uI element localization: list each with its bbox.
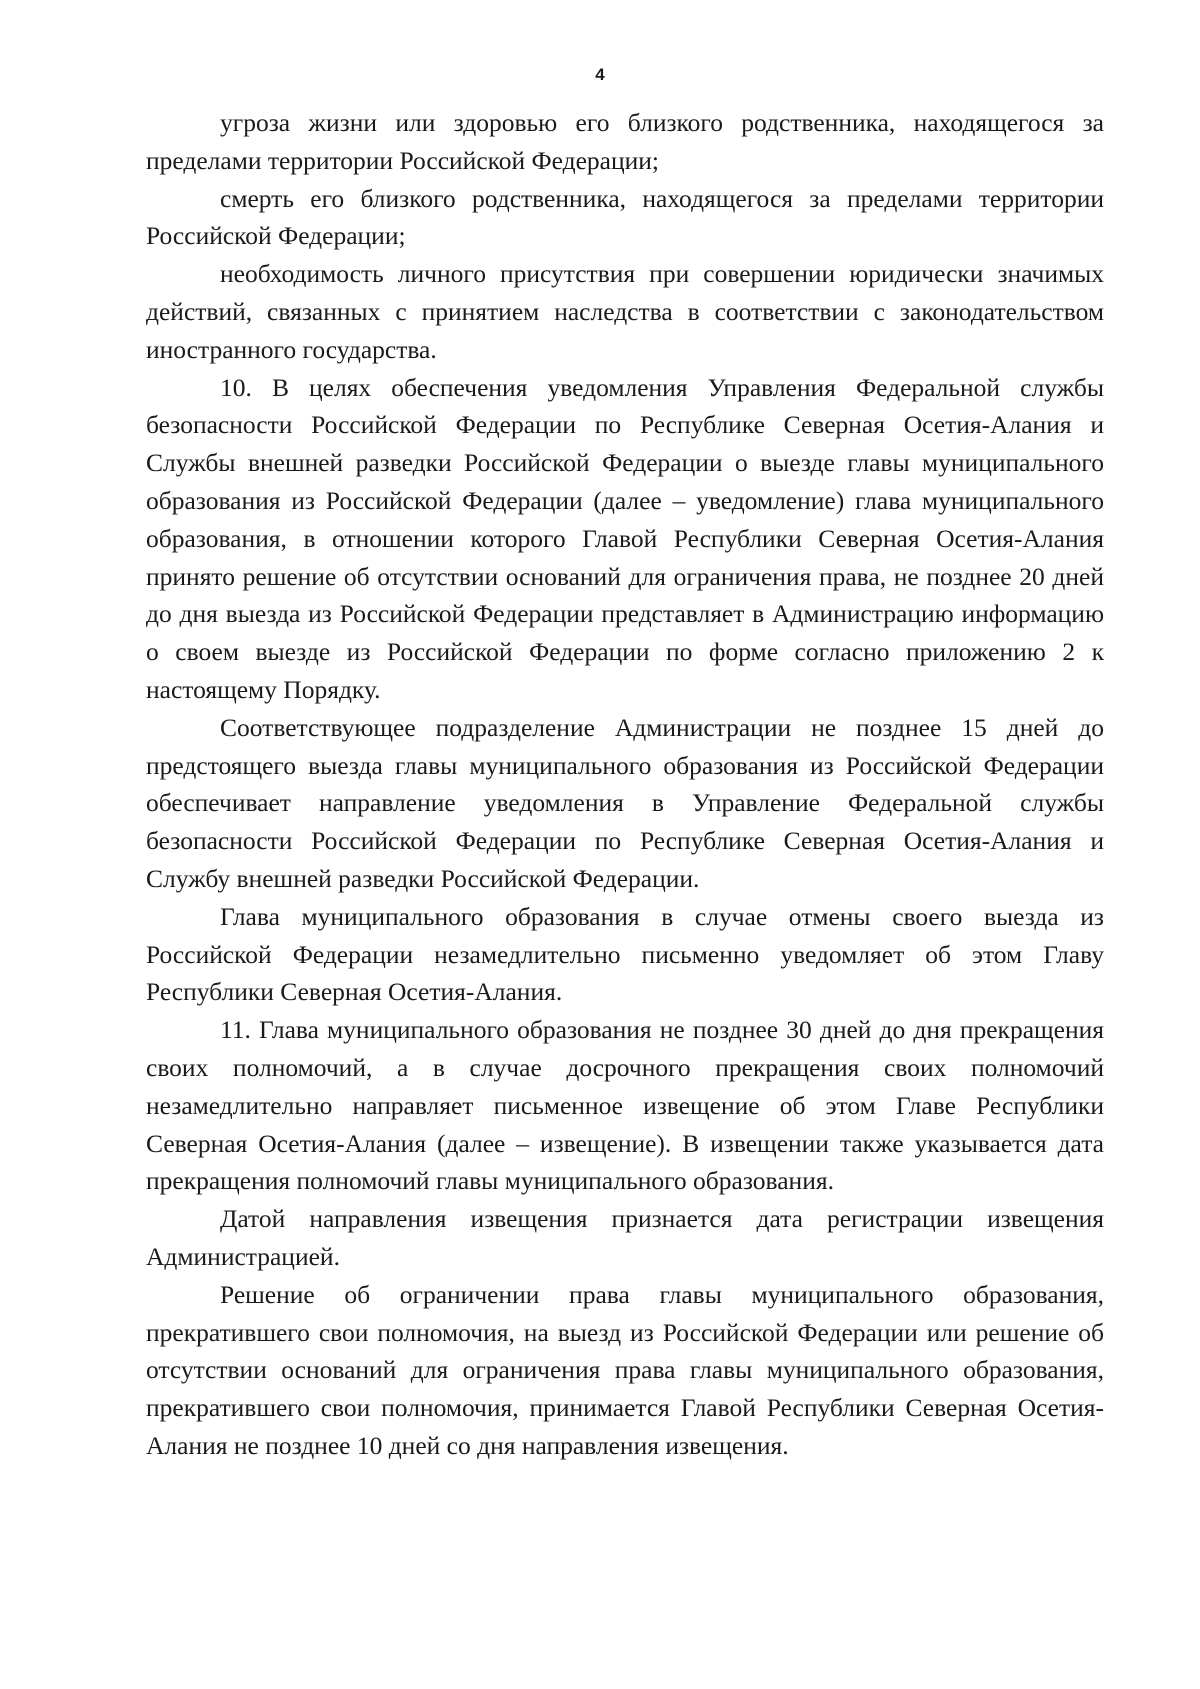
- paragraph-restriction-decision: Решение об ограничении права главы муниципального образования, прекратившего свои полномочия, на выезд из Российской Федерации или решение об отсутствии оснований для ограничения права главы муниципального образования, прекратившего свои полномочия, принимается Главой Республики Северная Осетия-Алания не позднее 10 дней со дня направления извещения.: [146, 1279, 1104, 1460]
- paragraph-administration-notification: Соответствующее подразделение Администрации не позднее 15 дней до предстоящего выезда главы муниципального образования из Российской Федерации обеспечивает направление уведомления в Управление Федеральной службы безопасности Российской Федерации по Республике Северная Осетия-Алания и Службу внешней разведки Российской Федерации.: [146, 712, 1104, 893]
- paragraph-clause-11: 11. Глава муниципального образования не позднее 30 дней до дня прекращения своих полномочий, а в случае досрочного прекращения своих полномочий незамедлительно направляет письменное извещение об этом Главе Республики Северная Осетия-Алания (далее – извещение). В извещении также указывается дата прекращения полномочий главы муниципального образования.: [146, 1015, 1104, 1196]
- paragraph-cancellation-notice: Глава муниципального образования в случае отмены своего выезда из Российской Федерации незамедлительно письменно уведомляет об этом Главу Республики Северная Осетия-Алания.: [146, 901, 1104, 1007]
- page-number: 4: [595, 65, 605, 84]
- paragraph-registration-date: Датой направления извещения признается дата регистрации извещения Администрацией.: [146, 1204, 1104, 1271]
- document-body: [146, 104, 1104, 1465]
- paragraph-inheritance-actions: необходимость личного присутствия при совершении юридически значимых действий, связанных с принятием наследства в соответствии с законодательством иностранного государства.: [146, 259, 1104, 364]
- paragraph-threat-to-relative: угроза жизни или здоровью его близкого родственника, находящегося за пределами территории Российской Федерации;: [146, 108, 1104, 175]
- paragraph-clause-10: 10. В целях обеспечения уведомления Управления Федеральной службы безопасности Российской Федерации по Республике Северная Осетия-Алания и Службы внешней разведки Российской Федерации о выезде главы муниципального образования из Российской Федерации (далее – уведомление) глава муниципального образования, в отношении которого Главой Республики Северная Осетия-Алания принято решение об отсутствии оснований для ограничения права, не позднее 20 дней до дня выезда из Российской Федерации представляет в Администрацию информацию о своем выезде из Российской Федерации по форме согласно приложению 2 к настоящему Порядку.: [146, 372, 1104, 704]
- paragraph-death-of-relative: смерть его близкого родственника, находящегося за пределами территории Российской Федерации;: [146, 183, 1104, 251]
